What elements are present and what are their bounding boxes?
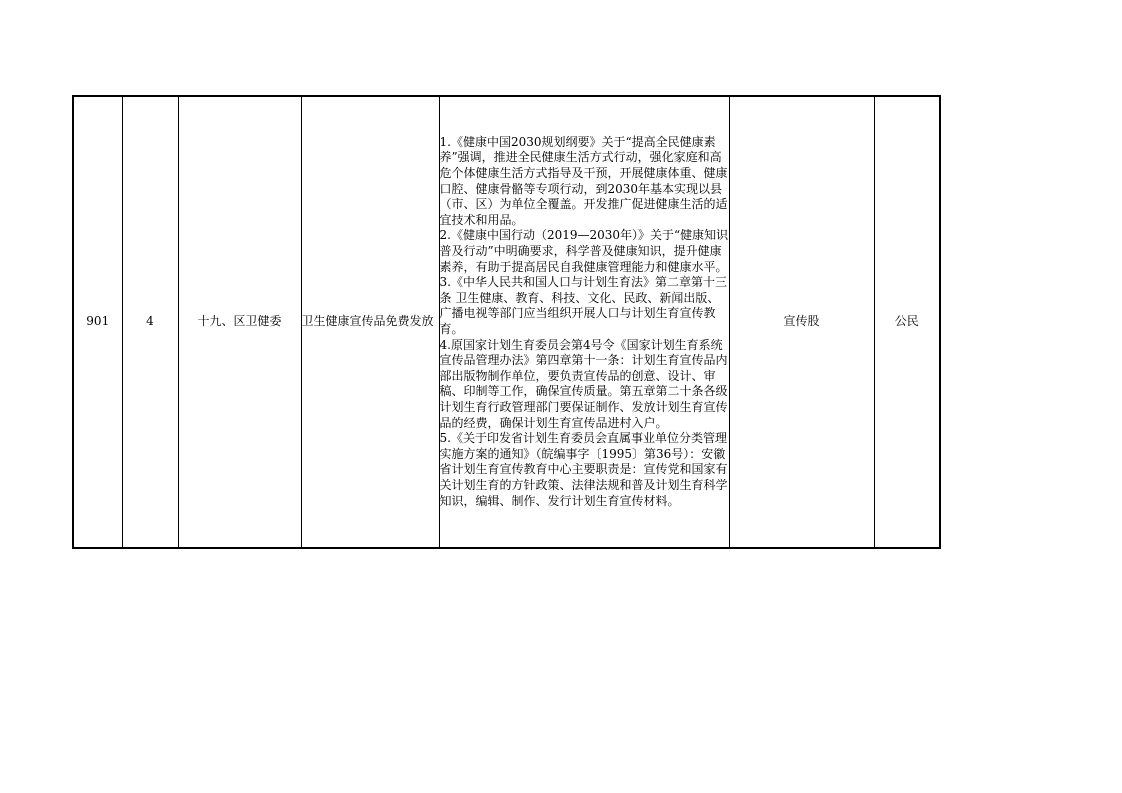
row-number: 901 (86, 314, 110, 329)
department-name: 十九、区卫健委 (197, 314, 282, 329)
service-target: 公民 (894, 314, 919, 329)
item-name-cell (301, 96, 439, 548)
legal-basis-cell (439, 96, 729, 548)
legal-basis-item: 4.原国家计划生育委员会第4号令《国家计划生育系统宣传品管理办法》第四章第十一条：计划生育宣传品内部出版物制作单位，要负责宣传品的创意、设计、审稿、印制等工作，确保宣传质量。第五章第二十条各级计划生育行政管理部门要保证制作、发放计划生育宣传品的经费，确保计划生育宣传品进村入户。 (439, 337, 728, 430)
responsible-section: 宣传股 (783, 314, 820, 329)
item-name: 卫生健康宣传品免费发放 (301, 314, 434, 329)
responsible-section-cell (729, 96, 874, 548)
row-number-cell (73, 96, 122, 548)
service-item-table (72, 95, 941, 549)
department-cell (178, 96, 301, 548)
legal-basis-item: 1.《健康中国2030规划纲要》关于“提高全民健康素养”强调，推进全民健康生活方式行动，强化家庭和高危个体健康生活方式指导及干预，开展健康体重、健康口腔、健康骨骼等专项行动，到2030年基本实现以县（市、区）为单位全覆盖。开发推广促进健康生活的适宜技术和用品。 (439, 134, 728, 227)
sequence-number: 4 (146, 314, 154, 329)
sequence-cell (122, 96, 178, 548)
service-target-cell (874, 96, 940, 548)
table-row (73, 96, 940, 548)
legal-basis-item: 3.《中华人民共和国人口与计划生育法》第二章第十三条 卫生健康、教育、科技、文化、民政、新闻出版、广播电视等部门应当组织开展人口与计划生育宣传教育。 (439, 275, 727, 336)
legal-basis-item: 5.《关于印发省计划生育委员会直属事业单位分类管理实施方案的通知》（皖编事字〔1995〕第36号）：安徽省计划生育宣传教育中心主要职责是：宣传党和国家有关计划生育的方针政策、法律法规和普及计划生育科学知识，编辑、制作、发行计划生育宣传材料。 (439, 431, 728, 508)
legal-basis-item: 2.《健康中国行动（2019—2030年）》关于“健康知识普及行动”中明确要求，科学普及健康知识，提升健康素养，有助于提高居民自我健康管理能力和健康水平。 (439, 228, 729, 274)
